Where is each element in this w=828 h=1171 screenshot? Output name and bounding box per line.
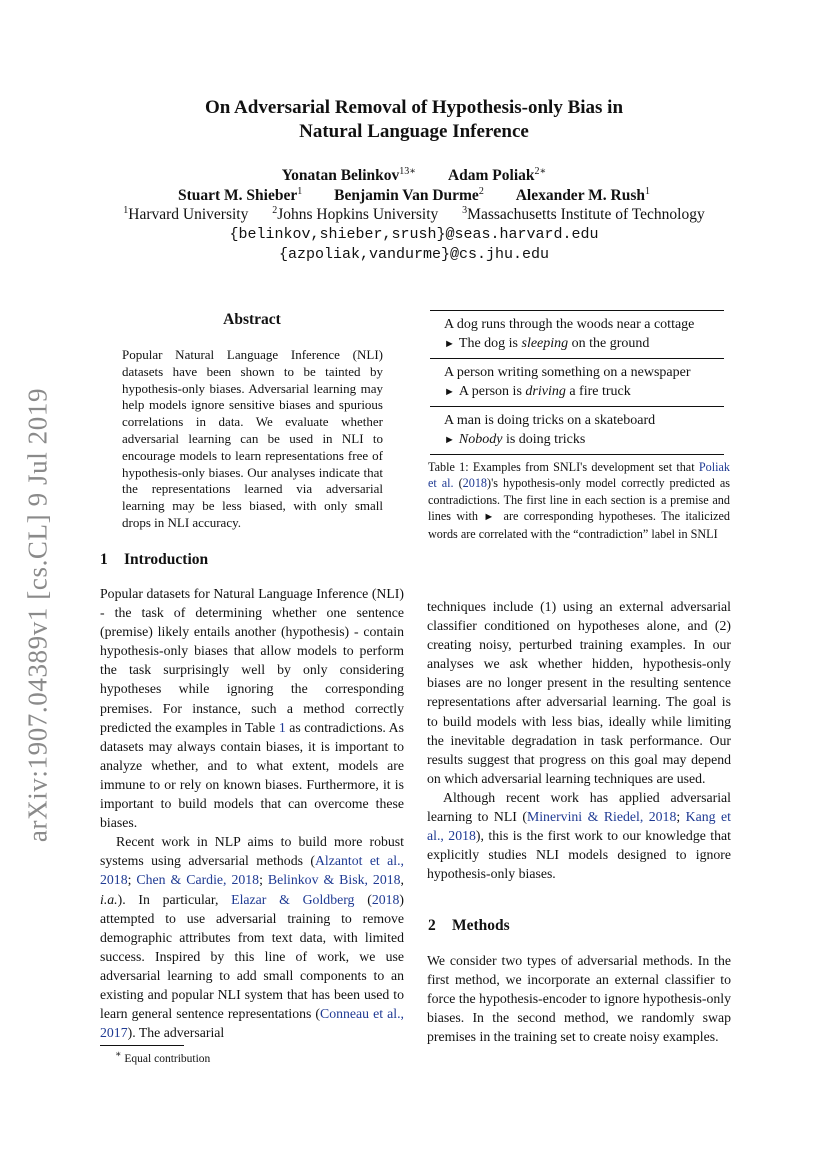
citation-link[interactable]: Alzantot et al., 2018 bbox=[100, 853, 404, 888]
triangle-marker-icon: ► bbox=[444, 434, 455, 446]
premise-text: A person writing something on a newspaper bbox=[444, 365, 691, 380]
table-row bbox=[430, 406, 724, 454]
hypothesis-text: ► The dog is sleeping on the ground bbox=[444, 336, 650, 351]
paragraph: techniques include (1) using an external adversarial classifier conditioned on hypotheses alone, and (2) creating noisy, perturbed training examples. In our analyses we ask whether hidden, hypothesis-only biases are no longer present in the resulting sentence representations after adversarial learning. The goal is to build models with less bias, ideally while limiting the inevitable degradation in task performance. Our results suggest that progress on this goal may depend on which adversarial learning techniques are used. bbox=[427, 599, 731, 786]
section-heading-introduction: 1 Introduction bbox=[100, 551, 209, 568]
paragraph: Recent work in NLP aims to build more robust systems using adversarial methods (Alzantot et al., 2018; Chen & Cardie, 2018; Belinkov & Bisk, 2018, i.a.). In particular, Elazar & Goldberg (2018) attempted to use adversarial training to remove demographic attributes from text data, with limited success. Inspired by this line of work, we use adversarial learning to add small components to an existing and popular NLI system that has been used to learn general sentence representations (Conneau et al., 2017). The adversarial bbox=[100, 834, 405, 1041]
affiliations bbox=[0, 205, 828, 224]
table-row bbox=[430, 311, 724, 358]
author: Benjamin Van Durme$^2$ bbox=[334, 186, 484, 205]
paragraph: We consider two types of adversarial methods. In the first method, we incorporate an external classifier to force the hypothesis-encoder to ignore hypothesis-only biases. In the second method, we randomly swap premises in the training set to create noisy examples. bbox=[427, 953, 731, 1045]
author: Adam Poliak$^{2∗}$ bbox=[447, 166, 547, 185]
email-line-2: {azpoliak,vandurme}@cs.jhu.edu bbox=[278, 246, 550, 263]
author-mark: 1 bbox=[645, 186, 651, 197]
citation-link[interactable]: Conneau et al., 2017 bbox=[100, 1006, 404, 1041]
arxiv-sidebar bbox=[14, 380, 62, 850]
email-line-1: {belinkov,shieber,srush}@seas.harvard.edu bbox=[229, 226, 599, 243]
author: Stuart M. Shieber$^1$ bbox=[177, 186, 303, 205]
author-row-2 bbox=[0, 186, 828, 205]
footnote: ∗ Equal contribution bbox=[115, 1049, 211, 1065]
citation-link[interactable]: 2018 bbox=[462, 476, 488, 491]
intro-body bbox=[100, 584, 404, 1042]
affiliation: $^3$Massachusetts Institute of Technology bbox=[462, 205, 705, 224]
premise-text: A dog runs through the woods near a cottage bbox=[444, 317, 695, 332]
citation-link[interactable]: Elazar & Goldberg bbox=[231, 891, 355, 907]
methods-body bbox=[427, 951, 731, 1046]
author-mark: 1 bbox=[297, 186, 303, 197]
table-row bbox=[430, 358, 724, 406]
author-mark: 2 bbox=[478, 186, 484, 197]
author: Yonatan Belinkov$^{13∗}$ bbox=[281, 166, 417, 185]
section-heading-methods: 2 Methods bbox=[428, 917, 510, 934]
hypothesis-text: ► A person is driving a fire truck bbox=[444, 384, 631, 399]
table-ref-link[interactable]: 1 bbox=[278, 719, 286, 735]
affiliation: $^1$Harvard University bbox=[123, 205, 249, 224]
paragraph: Although recent work has applied adversarial learning to NLI (Minervini & Riedel, 2018; Kang et al., 2018), this is the first work to our knowledge that explicitly studies NLI models designed to ignore hypothesis-only biases. bbox=[427, 789, 731, 882]
citation-link[interactable]: Kang et al., 2018 bbox=[427, 809, 731, 844]
right-column-body bbox=[427, 597, 731, 883]
citation-link[interactable]: Belinkov & Bisk, 2018 bbox=[267, 872, 401, 888]
citation-link[interactable]: Minervini & Riedel, 2018 bbox=[526, 809, 677, 825]
citation-link[interactable]: Poliak et al. bbox=[428, 460, 730, 491]
examples-table bbox=[430, 310, 724, 455]
triangle-marker-icon: ► bbox=[444, 338, 455, 350]
author-mark: 2∗ bbox=[534, 166, 547, 177]
arxiv-identifier: arXiv:1907.04389v1 [cs.CL] 9 Jul 2019 bbox=[22, 387, 53, 843]
title-line-2: Natural Language Inference bbox=[299, 121, 529, 142]
author-row-1 bbox=[0, 166, 828, 185]
author-mark: 13∗ bbox=[399, 166, 417, 177]
hypothesis-text: ► Nobody is doing tricks bbox=[444, 432, 586, 447]
citation-link[interactable]: Chen & Cardie, 2018 bbox=[136, 872, 260, 888]
paragraph: Popular datasets for Natural Language Inference (NLI) - the task of determining whether one sentence (premise) likely entails another (hypothesis) - contain hypothesis-only biases that allow models to perform the task surprisingly well by only considering hypotheses while ignoring the corresponding premises. For instance, such a method correctly predicted the examples in Table 1 as contradictions. As datasets may always contain biases, it is important to analyze whether, and to what extent, models are immune to or rely on known biases. Furthermore, it is important to build models that can overcome these biases. bbox=[100, 586, 404, 831]
table-caption: Table 1: Examples from SNLI's development set that Poliak et al. (2018)'s hypothesis-only model correctly predicted as contradictions. The first line in each section is a premise and lines with ► are corresponding hypotheses. The italicized words are correlated with the “contradiction” label in SNLI bbox=[428, 460, 730, 541]
premise-text: A man is doing tricks on a skateboard bbox=[444, 413, 656, 428]
affiliation: $^2$Johns Hopkins University bbox=[272, 205, 439, 224]
citation-link[interactable]: 2018 bbox=[371, 891, 400, 907]
author: Alexander M. Rush$^1$ bbox=[515, 186, 651, 205]
footnote-rule bbox=[100, 1045, 184, 1046]
abstract-text: Popular Natural Language Inference (NLI) datasets have been shown to be tainted by hypothesis-only biases. Adversarial learning may help models ignore sensitive biases and spurious correlations in data. We evaluate whether adversarial learning can be used in NLI to encourage models to learn representations free of hypothesis-only biases. Our analyses indicate that the representations learned via adversarial learning may be less biased, with only small drops in NLI accuracy. bbox=[122, 347, 383, 530]
title-line-1: On Adversarial Removal of Hypothesis-only Bias in bbox=[204, 97, 624, 118]
triangle-marker-icon: ► bbox=[483, 511, 495, 524]
abstract-heading: Abstract bbox=[223, 311, 281, 328]
triangle-marker-icon: ► bbox=[444, 386, 455, 398]
paper-title bbox=[0, 96, 828, 144]
